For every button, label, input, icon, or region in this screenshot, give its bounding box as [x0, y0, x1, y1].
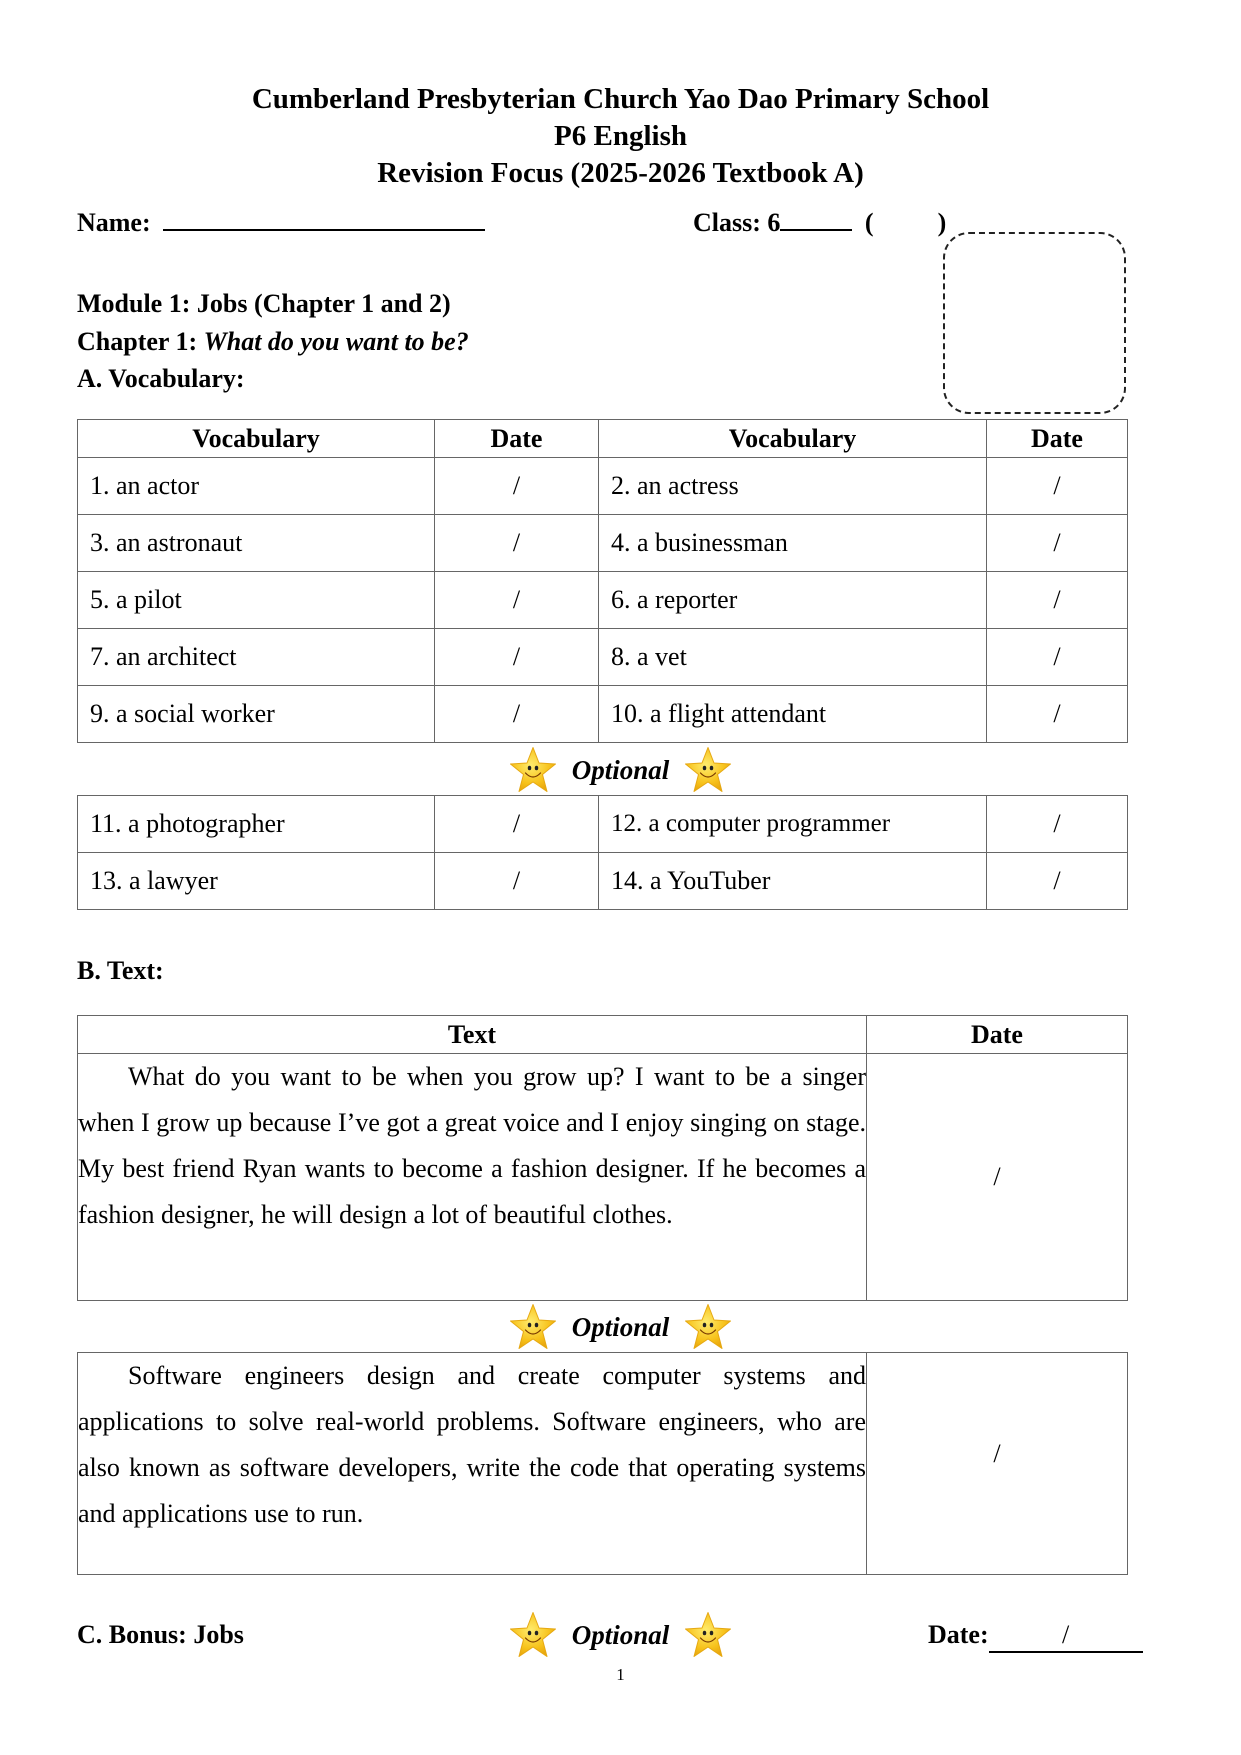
optional-reading-passage: Software engineers design and create computer systems and applications to solve real-world problems. Software engineers, who are also known as software developers, write the code that operating systems and applications use to run.: [78, 1353, 867, 1575]
chapter-title: [77, 326, 469, 358]
vocab-item: 6. a reporter: [599, 572, 987, 629]
date-label: Date:: [928, 1620, 989, 1649]
bonus-date-field[interactable]: /: [989, 1619, 1143, 1653]
smiley-star-icon: [508, 1302, 558, 1352]
column-header: Text: [78, 1016, 867, 1054]
table-row: [78, 1353, 1128, 1575]
column-header: Date: [435, 420, 599, 458]
vocab-item: 9. a social worker: [78, 686, 435, 743]
worksheet-title: Revision Focus (2025-2026 Textbook A): [377, 157, 864, 189]
date-cell[interactable]: /: [435, 796, 599, 853]
smiley-star-icon: [683, 745, 733, 795]
date-cell[interactable]: /: [867, 1054, 1128, 1301]
vocab-item: 10. a flight attendant: [599, 686, 987, 743]
optional-label: Optional: [571, 754, 670, 785]
section-c-heading: C. Bonus: Jobs: [77, 1620, 244, 1649]
optional-label: Optional: [571, 1619, 670, 1650]
vocab-item: 1. an actor: [78, 458, 435, 515]
optional-banner: [0, 1302, 1241, 1352]
vocabulary-table: [77, 419, 1128, 743]
vocab-item: 12. a computer programmer: [599, 796, 987, 853]
date-cell[interactable]: /: [435, 458, 599, 515]
subject-title: P6 English: [554, 120, 687, 152]
name-line: [77, 203, 485, 239]
section-b-heading: B. Text:: [77, 956, 164, 985]
table-row: [78, 853, 1128, 910]
date-cell[interactable]: /: [987, 686, 1128, 743]
vocab-item: 2. an actress: [599, 458, 987, 515]
class-line: [693, 203, 946, 239]
date-cell[interactable]: /: [435, 853, 599, 910]
date-cell[interactable]: /: [987, 629, 1128, 686]
text-header-row: [78, 1016, 1128, 1054]
date-cell[interactable]: /: [435, 515, 599, 572]
name-label: Name:: [77, 208, 151, 237]
date-cell[interactable]: /: [435, 572, 599, 629]
column-header: Date: [867, 1016, 1128, 1054]
date-cell[interactable]: /: [987, 458, 1128, 515]
date-cell[interactable]: /: [987, 796, 1128, 853]
date-cell[interactable]: /: [867, 1353, 1128, 1575]
bonus-date-line: [928, 1619, 1143, 1653]
name-field[interactable]: [163, 203, 485, 231]
vocab-item: 8. a vet: [599, 629, 987, 686]
date-cell[interactable]: /: [987, 515, 1128, 572]
table-row: [78, 686, 1128, 743]
date-cell[interactable]: /: [987, 853, 1128, 910]
table-row: [78, 458, 1128, 515]
table-row: [78, 572, 1128, 629]
chapter-name: What do you want to be?: [203, 327, 469, 356]
optional-label: Optional: [571, 1311, 670, 1342]
school-name: Cumberland Presbyterian Church Yao Dao Primary School: [251, 83, 990, 115]
page-number: 1: [616, 1665, 625, 1684]
table-row: [78, 515, 1128, 572]
column-header: Date: [987, 420, 1128, 458]
class-field[interactable]: [780, 203, 852, 231]
table-row: [78, 1054, 1128, 1301]
optional-text-table: [77, 1352, 1128, 1575]
vocabulary-header-row: [78, 420, 1128, 458]
date-cell[interactable]: /: [435, 629, 599, 686]
optional-vocabulary-table: [77, 795, 1128, 910]
text-table: [77, 1015, 1128, 1301]
column-header: Vocabulary: [599, 420, 987, 458]
chapter-label: Chapter 1:: [77, 327, 204, 356]
class-label: Class: 6: [693, 208, 781, 237]
column-header: Vocabulary: [78, 420, 435, 458]
vocab-item: 3. an astronaut: [78, 515, 435, 572]
optional-banner: [0, 745, 1241, 795]
vocab-item: 4. a businessman: [599, 515, 987, 572]
vocab-item: 7. an architect: [78, 629, 435, 686]
vocab-item: 14. a YouTuber: [599, 853, 987, 910]
sticker-box: [943, 232, 1126, 414]
class-number-open: (: [864, 208, 874, 237]
date-cell[interactable]: /: [435, 686, 599, 743]
vocab-item: 5. a pilot: [78, 572, 435, 629]
table-row: [78, 796, 1128, 853]
section-a-heading: A. Vocabulary:: [77, 364, 245, 393]
smiley-star-icon: [508, 745, 558, 795]
class-number-close: ): [937, 208, 947, 237]
smiley-star-icon: [508, 1610, 558, 1660]
reading-passage: What do you want to be when you grow up? I want to be a singer when I grow up because I’ve got a great voice and I enjoy singing on stage. My best friend Ryan wants to become a fashion designer. If he becomes a fashion designer, he will design a lot of beautiful clothes.: [78, 1054, 867, 1301]
vocab-item: 11. a photographer: [78, 796, 435, 853]
vocab-item: 13. a lawyer: [78, 853, 435, 910]
smiley-star-icon: [683, 1610, 733, 1660]
smiley-star-icon: [683, 1302, 733, 1352]
module-title: Module 1: Jobs (Chapter 1 and 2): [77, 289, 451, 318]
table-row: [78, 629, 1128, 686]
date-cell[interactable]: /: [987, 572, 1128, 629]
